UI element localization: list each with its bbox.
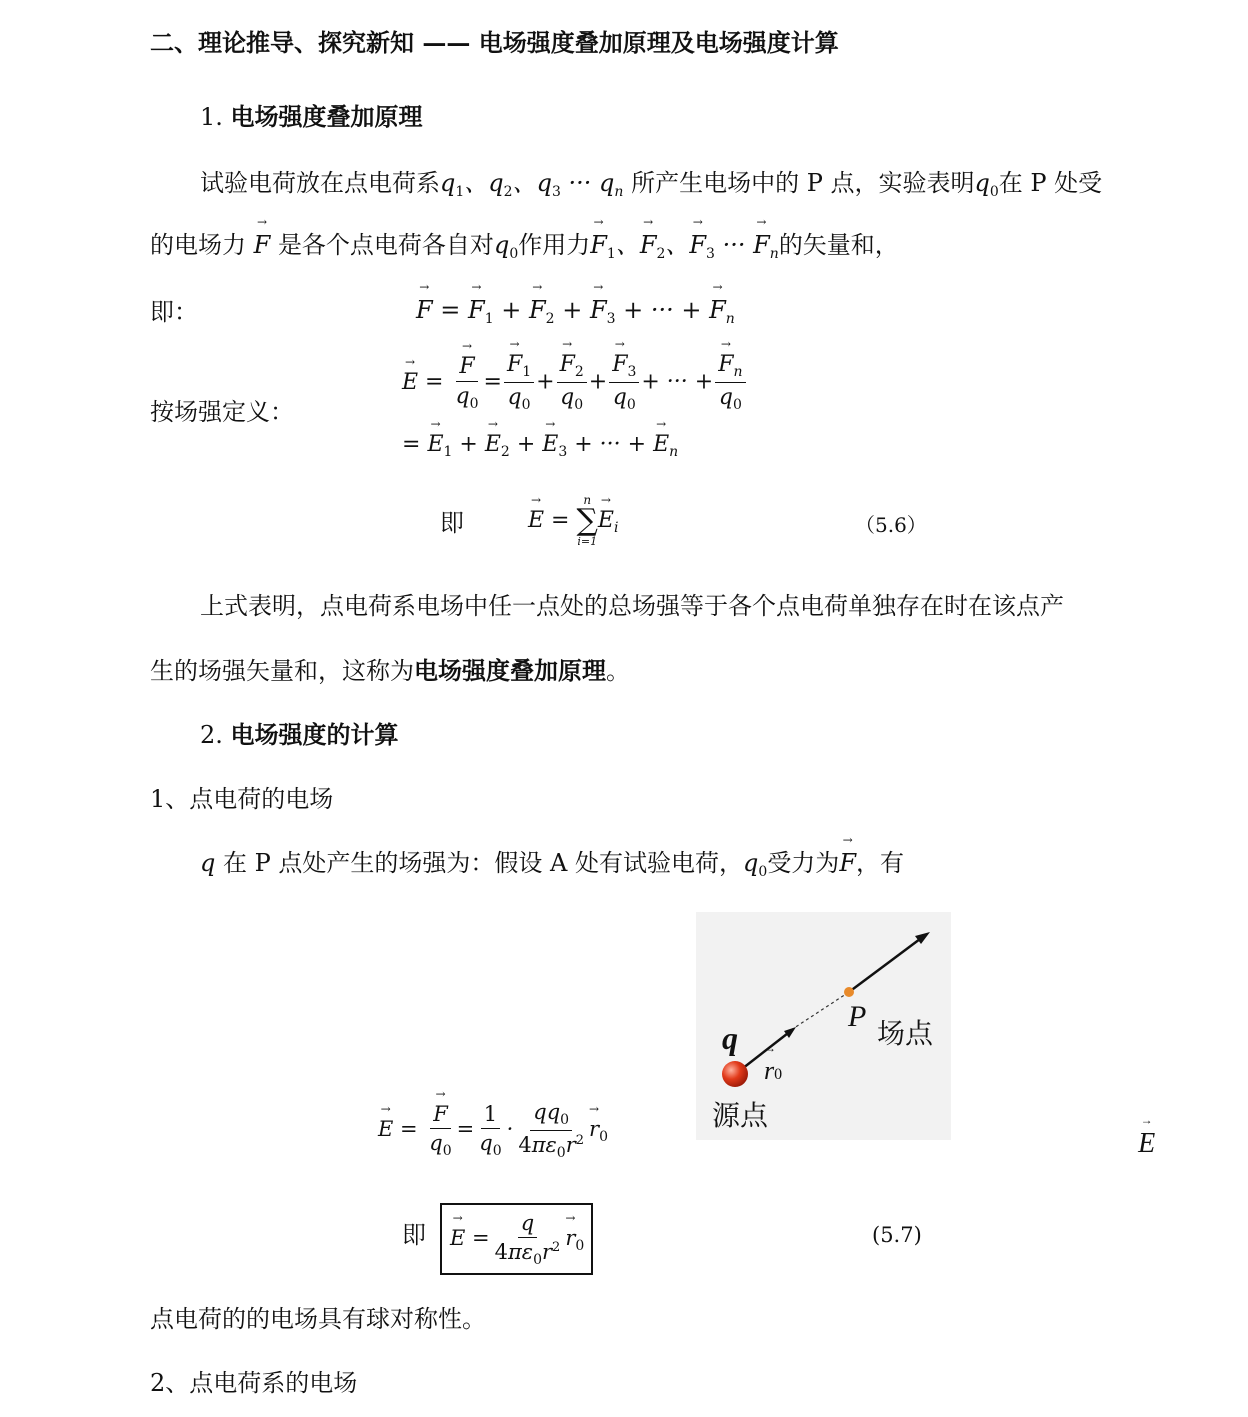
para1-line2: [150, 230, 899, 269]
para4: 点电荷的的电场具有球对称性。: [150, 1305, 486, 1333]
label-field-point: 场点: [877, 1017, 934, 1050]
para1-text-a: 试验电荷放在点电荷系: [200, 169, 440, 197]
eq57-ji: 即: [402, 1221, 426, 1249]
eq57-boxed-formula: → E = $\frac{q}{4\pi\varepsilon_0r^2}$ → $r_0$: [440, 1203, 593, 1275]
label-P: P: [848, 1000, 867, 1033]
para1-text-g: 的矢量和，: [778, 231, 899, 259]
para1-text-f: 作用力: [518, 231, 591, 259]
para2-line2: [150, 656, 630, 686]
eq57-number: (5.7): [872, 1223, 922, 1247]
para1-text-b: 所产生电场中的 P 点，实验表明: [631, 169, 975, 197]
para3-c: ，有: [855, 849, 904, 877]
math-q0-2: $q_0$: [493, 231, 519, 262]
section-heading: 二、理论推导、探究新知 —— 电场强度叠加原理及电场强度计算: [150, 28, 839, 57]
para1-line1: [200, 168, 1102, 207]
subheading-2: [200, 720, 399, 750]
subheading-1-number: 1.: [200, 103, 223, 131]
para2-line2-end: 。: [606, 657, 630, 685]
subheading-2-number: 2.: [200, 721, 223, 749]
eq56-ji: 即: [440, 509, 464, 537]
math-F-2: → F: [839, 848, 856, 878]
label-E: → E: [1138, 1128, 1155, 1160]
eq-field-sum: = → $E_1$ + → $E_2$ + → $E_3$ + ··· + → $E_n$: [402, 432, 678, 460]
eq-coulomb-derivation: → E = → $\frac{F}{q_0}$ = $\frac{1}{q_0}$ · $\frac{qq_0}{4\pi\varepsilon_0r^2}$ → $r_0$: [378, 1100, 608, 1161]
para1-text-c: 在 P 处受: [998, 169, 1103, 197]
eq-field-definition: → E = → $\frac{F}{q_0}$ = → $\frac{F_1}{q_0}$ + → $\frac{F_2}{q_0}$ + → $\frac{F_3}{q_0}$ + ··· + → $\frac{F_n}{q_0}$: [402, 352, 748, 413]
math-q: q: [200, 849, 216, 877]
point-charge-figure: [696, 912, 1156, 1159]
label-q: q: [722, 1020, 738, 1056]
label-r0: → r0: [764, 1056, 782, 1086]
para1-text-d: 的电场力: [150, 231, 246, 259]
para2-line2-a: 生的场强矢量和，这称为: [150, 657, 414, 685]
field-point-dot: [844, 987, 854, 997]
math-F: → F: [254, 230, 271, 260]
math-q0-3: $q_0$: [743, 849, 768, 880]
para1-text-e: 是各个点电荷各自对: [277, 231, 494, 259]
eq56-formula: → E = n ∑ i=1 → $E_i$: [528, 494, 618, 548]
eq56-number: （5.6）: [855, 513, 927, 537]
source-charge-ball: [722, 1061, 748, 1087]
anzq-label: 按场强定义：: [150, 398, 294, 426]
item-2: 2、点电荷系的电场: [150, 1369, 358, 1397]
subheading-1: [200, 102, 423, 132]
math-q-list: $q_1$、$q_2$、$q_3$ ··· $q_n$: [440, 169, 624, 200]
item-1: 1、点电荷的电场: [150, 785, 334, 813]
ji-label: 即：: [150, 298, 198, 326]
subheading-2-title: 电场强度的计算: [230, 720, 399, 749]
E-arrow: [849, 936, 924, 992]
para3: [200, 848, 904, 887]
subheading-1-title: 电场强度叠加原理: [230, 102, 423, 131]
dashed-line: [791, 994, 846, 1030]
para2-bold-term: 电场强度叠加原理: [414, 656, 606, 685]
para2-line1: 上式表明，点电荷系电场中任一点处的总场强等于各个点电荷单独存在时在该点产: [200, 592, 1064, 620]
math-q0: $q_0$: [974, 169, 999, 200]
math-F-list: → $F_1$、→ $F_2$、→ $F_3$ ··· → $F_n$: [590, 231, 779, 259]
label-source: 源点: [712, 1099, 769, 1132]
para3-a: 在 P 点处产生的场强为：假设 A 处有试验电荷，: [223, 849, 744, 877]
eq-force-sum: → F = → $F_1$ + → $F_2$ + → $F_3$ + ··· + → $F_n$: [416, 295, 735, 334]
para3-b: 受力为: [767, 849, 840, 877]
